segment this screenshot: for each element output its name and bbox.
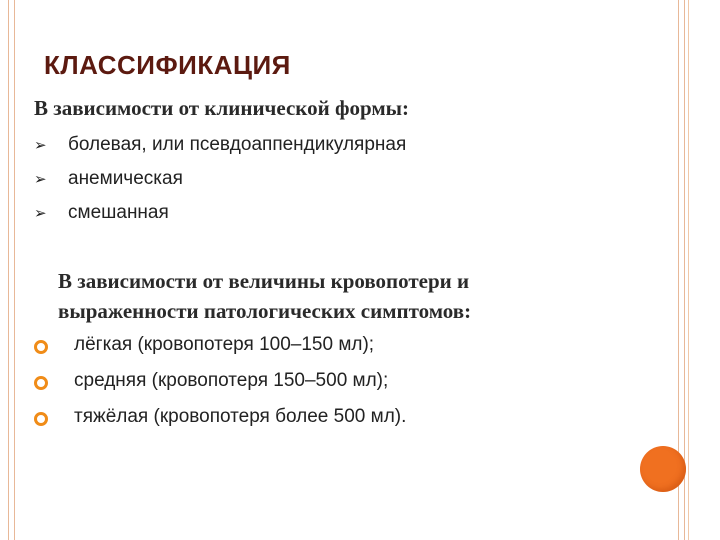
slide-title: КЛАССИФИКАЦИЯ (44, 50, 291, 80)
ring-bullet-icon (34, 340, 48, 354)
section1-item: смешанная (68, 202, 169, 223)
section2-item: тяжёлая (кровопотеря более 500 мл). (74, 406, 407, 427)
ring-bullet-icon (34, 376, 48, 390)
section2-item: лёгкая (кровопотеря 100–150 мл); (74, 334, 375, 355)
arrow-bullet-icon: ➢ (34, 137, 47, 154)
section2-heading (58, 266, 471, 326)
left-border-decoration (8, 0, 15, 540)
section2-heading-line2: выраженности патологических симптомов: (58, 299, 472, 323)
right-border-decoration-inner (688, 0, 693, 540)
section1-heading: В зависимости от клинической формы: (34, 96, 410, 120)
orange-circle-decoration (640, 446, 686, 492)
section1-item: болевая, или псевдоаппендикулярная (68, 134, 407, 155)
section1-item: анемическая (68, 168, 183, 189)
ring-bullet-icon (34, 412, 48, 426)
section2-item: средняя (кровопотеря 150–500 мл); (74, 370, 389, 391)
arrow-bullet-icon: ➢ (34, 171, 47, 188)
section2-heading-line1: В зависимости от величины кровопотери и (58, 269, 470, 293)
arrow-bullet-icon: ➢ (34, 205, 47, 222)
